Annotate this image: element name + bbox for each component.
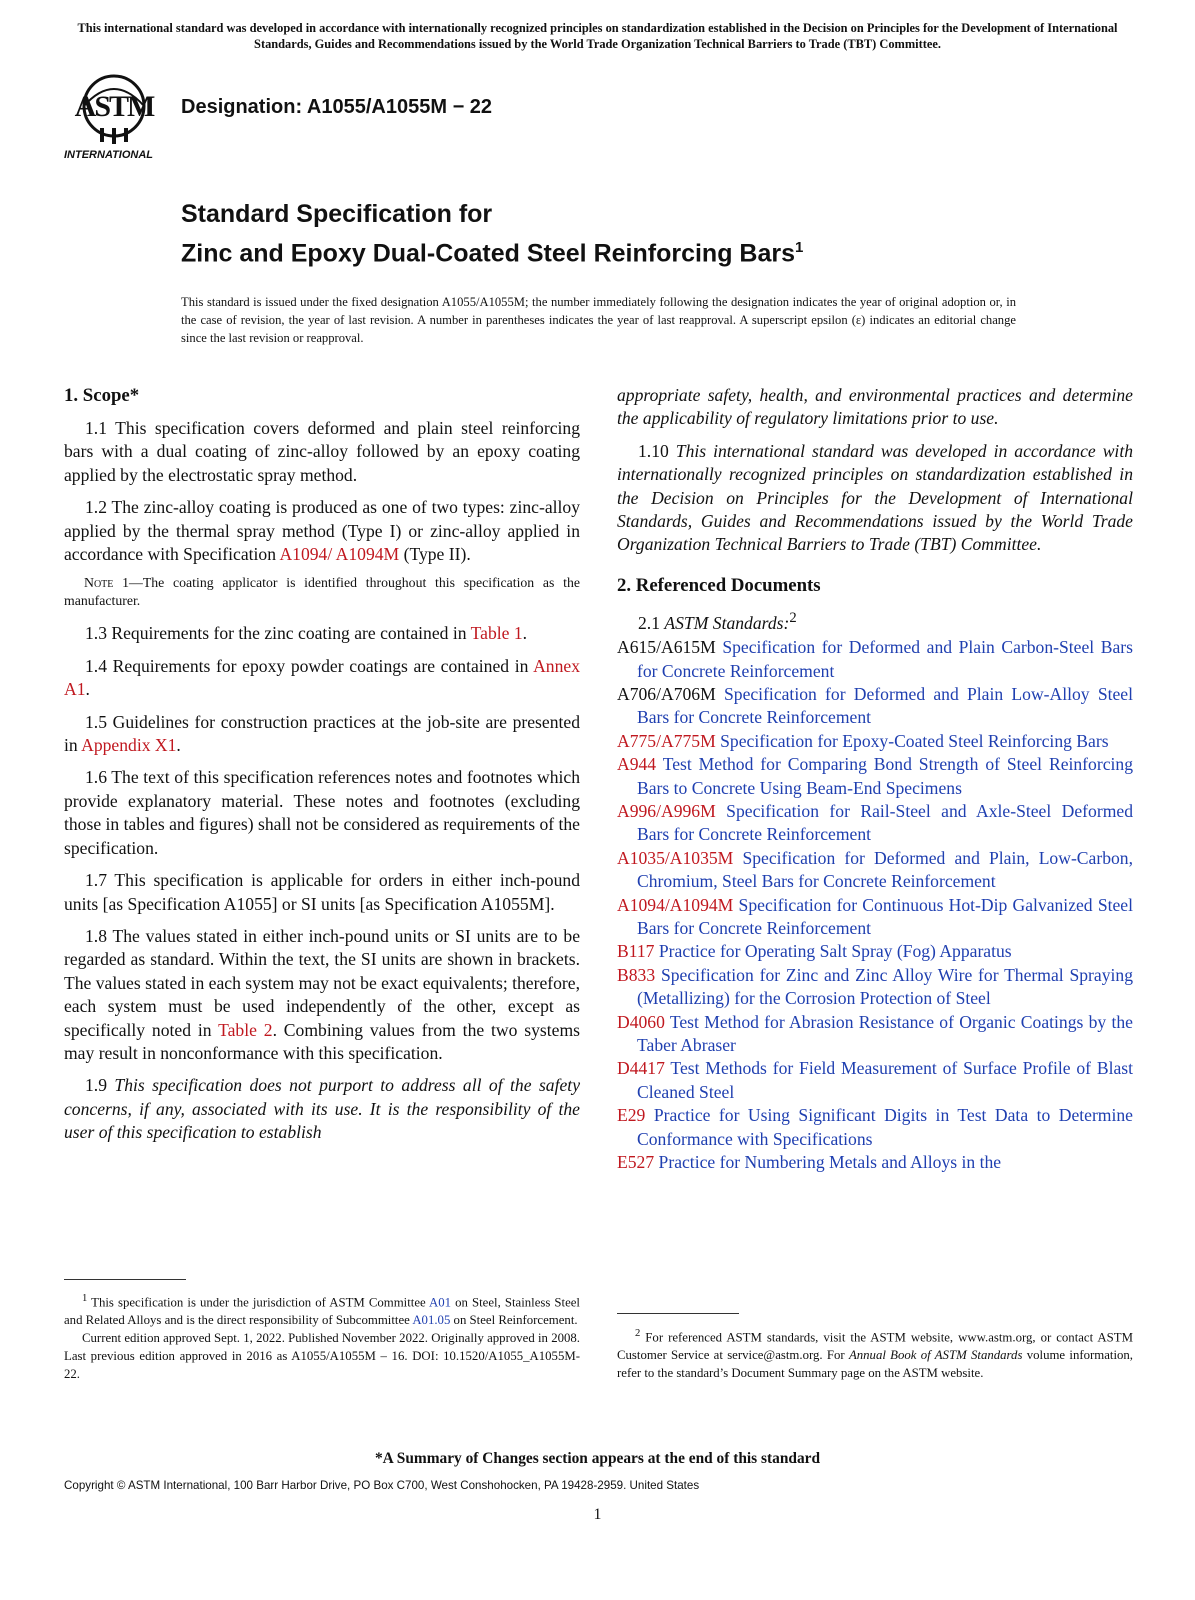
issue-note: This standard is issued under the fixed designation A1055/A1055M; the number immediately following the designation indicates the year of original adoption or, in the case of revision, the year of last revision. A number in parentheses indicates the year of last reapproval. A superscript epsilon (ε) indicates an editorial change since the last revision or reapproval. [181, 295, 1016, 345]
reference-title-link[interactable]: Practice for Numbering Metals and Alloys in the [658, 1152, 1002, 1173]
top-notice: This international standard was developed in accordance with internationally recognized principles on standardization established in the Decision on Principles for the Development of International Standards, Guides and Recommendations issued by the World Trade Organization Technical Barriers to Trade (TBT) Committee. [77, 21, 1118, 51]
reference-item [617, 894, 1133, 941]
section-1-10 [617, 440, 1133, 557]
astm-standards-text: ASTM Standards: [664, 612, 790, 633]
right-column [617, 384, 1133, 1174]
reference-code-link[interactable]: B117 [617, 941, 655, 962]
section-1-5 [64, 711, 580, 758]
left-column [64, 384, 580, 1154]
reference-code-link[interactable]: B833 [617, 964, 656, 985]
reference-title-link[interactable]: Specification for Continuous Hot-Dip Galvanized Steel Bars for Concrete Reinforcement [637, 894, 1133, 938]
footnote-2-book-title: Annual Book of ASTM Standards [848, 1348, 1023, 1363]
designation: Designation: A1055/A1055M − 22 [181, 96, 493, 118]
reference-title-link[interactable]: Test Method for Comparing Bond Strength of Steel Reinforcing Bars to Concrete Using Beam-End Specimens [637, 754, 1133, 798]
footnote-2-marker: 2 [635, 1328, 641, 1339]
reference-code-link[interactable]: D4060 [617, 1011, 665, 1032]
title-line-2-text: Zinc and Epoxy Dual-Coated Steel Reinforcing Bars [181, 239, 796, 268]
reference-title-link[interactable]: Specification for Zinc and Zinc Alloy Wire for Thermal Spraying (Metallizing) for the Corrosion Protection of Steel [637, 964, 1133, 1009]
footnote-1-text-a: This specification is under the jurisdiction of ASTM Committee [87, 1295, 430, 1310]
reference-title-link[interactable]: Practice for Operating Salt Spray (Fog) Apparatus [658, 941, 1012, 962]
referenced-docs-heading: 2. Referenced Documents [617, 574, 821, 596]
section-1-1: 1.1 This specification covers deformed and plain steel reinforcing bars with a dual coating of zinc-alloy followed by an epoxy coating applied by the electrostatic spray method. [64, 418, 580, 485]
copyright: Copyright © ASTM International, 100 Barr Harbor Drive, PO Box C700, West Conshohocken, PA 19428-2959. United States [64, 1479, 700, 1492]
page-number: 1 [593, 1506, 602, 1523]
section-1-5-text: 1.5 Guidelines for construction practices at the job-site are presented in [64, 711, 580, 756]
reference-code-link[interactable]: E29 [617, 1105, 646, 1126]
section-1-5-end: . [176, 735, 181, 756]
section-1-2 [64, 496, 580, 566]
note-1 [64, 574, 580, 610]
reference-item [617, 1011, 1133, 1058]
reference-item [617, 753, 1133, 800]
section-1-10-text: This international standard was developed in accordance with internationally recognized principles on standardization established in the Decision on Principles for the Development of International Standards, Guides and Recommendations issued by the World Trade Organization Technical Barriers to Trade (TBT) Committee. [617, 440, 1134, 555]
section-1-4-end: . [85, 679, 90, 700]
reference-title-link[interactable]: Specification for Rail-Steel and Axle-Steel Deformed Bars for Concrete Reinforcement [637, 800, 1133, 845]
astm-logo [62, 70, 170, 162]
reference-title-link[interactable]: Specification for Deformed and Plain Low-Alloy Steel Bars for Concrete Reinforcement [637, 683, 1134, 728]
reference-code-link[interactable]: A1094/A1094M [617, 894, 734, 915]
reference-title-link[interactable]: Practice for Using Significant Digits in Test Data to Determine Conformance with Specifications [637, 1105, 1133, 1149]
note-1-label: Note 1 [84, 575, 130, 591]
section-1-4-text: 1.4 Requirements for epoxy powder coatings are contained in [85, 655, 534, 676]
reference-code-link[interactable]: A615/A615M [617, 637, 716, 658]
section-1-9 [64, 1074, 580, 1144]
footnote-divider-left [64, 1279, 186, 1280]
section-1-3 [64, 622, 580, 645]
reference-item [617, 683, 1133, 730]
reference-code-link[interactable]: D4417 [617, 1058, 665, 1079]
reference-item [617, 1057, 1133, 1104]
reference-title-link[interactable]: Specification for Epoxy-Coated Steel Reinforcing Bars [720, 730, 1109, 751]
section-1-9-continued: appropriate safety, health, and environmental practices and determine the applicability of regulatory limitations prior to use. [617, 385, 1133, 429]
reference-item [617, 1104, 1133, 1151]
reference-item [617, 940, 1133, 963]
section-1-10-number: 1.10 [638, 440, 676, 461]
section-1-3-text: 1.3 Requirements for the zinc coating are contained in [85, 623, 471, 644]
astm-logo-letters: ASTM [74, 90, 154, 123]
section-1-8-text: 1.8 The values stated in either inch-pound units or SI units are to be regarded as standard. Within the text, the SI units are shown in brackets. The values stated in each system may not be exact equivalents; therefore, each system must be used independently of the other, except as specifically noted in [64, 925, 580, 1040]
reference-item [617, 964, 1133, 1011]
reference-code-link[interactable]: A944 [617, 754, 657, 775]
reference-code-link[interactable]: A775/A775M [617, 730, 716, 751]
spacer [617, 566, 1133, 574]
link-table-1[interactable]: Table 1 [470, 623, 523, 644]
reference-code-link[interactable]: A1035/A1035M [617, 847, 734, 868]
reference-title-link[interactable]: Test Methods for Field Measurement of Surface Profile of Blast Cleaned Steel [637, 1058, 1133, 1102]
footnote-2-text-b: volume information, refer to the standard’s Document Summary page on the ASTM website. [617, 1348, 1134, 1381]
title-line-2 [181, 231, 803, 270]
title-footnote-marker: 1 [795, 239, 804, 256]
referenced-documents-list [617, 636, 1133, 1174]
note-1-text: —The coating applicator is identified throughout this specification as the manufacturer. [64, 575, 580, 609]
link-annex-a1[interactable]: Annex A1 [64, 655, 580, 700]
astm-standards-label [617, 607, 1133, 635]
reference-title-link[interactable]: Test Method for Abrasion Resistance of Organic Coatings by the Taber Abraser [637, 1011, 1133, 1056]
footnote-divider-right [617, 1313, 739, 1314]
reference-item [617, 847, 1133, 894]
reference-item [617, 730, 1133, 753]
summary-of-changes-note: *A Summary of Changes section appears at the end of this standard [374, 1450, 821, 1467]
footnote-1-para-1 [64, 1290, 580, 1329]
section-1-9-text: This specification does not purport to address all of the safety concerns, if any, associated with its use. It is the responsibility of the user of this specification to establish [64, 1075, 580, 1143]
reference-title-link[interactable]: Specification for Deformed and Plain Carbon-Steel Bars for Concrete Reinforcement [637, 637, 1134, 681]
astm-logo-mark [62, 70, 170, 162]
footnote-2 [617, 1325, 1133, 1382]
footnote-1 [64, 1290, 580, 1383]
footnote-1-marker: 1 [82, 1293, 88, 1304]
reference-title-link[interactable]: Specification for Deformed and Plain, Low-Carbon, Chromium, Steel Bars for Concrete Reinforcement [637, 847, 1133, 892]
section-1-3-end: . [522, 623, 528, 644]
link-table-2[interactable]: Table 2 [218, 1019, 273, 1040]
link-a01[interactable]: A01 [429, 1295, 452, 1310]
section-1-2-end: (Type II). [399, 544, 471, 565]
scope-heading: 1. Scope* [64, 385, 140, 406]
page-title [181, 198, 803, 270]
link-appendix-x1[interactable]: Appendix X1 [81, 735, 177, 756]
reference-item [617, 800, 1133, 847]
logo-international-text: INTERNATIONAL [64, 149, 154, 161]
reference-code-link[interactable]: E527 [617, 1152, 655, 1173]
reference-code-link[interactable]: A996/A996M [617, 800, 716, 821]
footnote-1-text-b: on Steel, Stainless Steel and Related Alloys and is the direct responsibility of Subcommittee [64, 1295, 580, 1328]
reference-item [617, 636, 1133, 683]
section-1-7: 1.7 This specification is applicable for orders in either inch-pound units [as Specification A1055] or SI units [as Specification A1055M]. [64, 870, 580, 914]
footnote-1-text-c: on Steel Reinforcement. [450, 1313, 578, 1328]
section-1-2-text: 1.2 The zinc-alloy coating is produced as one of two types: zinc-alloy applied by the thermal spray method (Type I) or zinc-alloy applied in accordance with Specification [64, 497, 580, 565]
section-1-9-number: 1.9 [85, 1075, 115, 1096]
section-1-8-end: . Combining values from the two systems may result in nonconformance with this specification. [64, 1019, 580, 1063]
astm-standards-number: 2.1 [638, 612, 665, 633]
section-1-4 [64, 655, 580, 702]
title-line-1: Standard Specification for [181, 200, 493, 228]
astm-standards-footnote-marker: 2 [789, 609, 797, 626]
footnote-2-text-a: For referenced ASTM standards, visit the ASTM website, www.astm.org, or contact ASTM Customer Service at service@astm.org. For [617, 1330, 1133, 1363]
footnote-1-para-2: Current edition approved Sept. 1, 2022. Published November 2022. Originally approved in 2008. Last previous edition approved in 2016 as A1055/A1055M – 16. DOI: 10.1520/A1055_A1055M-22. [64, 1331, 580, 1382]
link-a01-05[interactable]: A01.05 [412, 1313, 451, 1328]
section-1-6: 1.6 The text of this specification references notes and footnotes which provide explanatory material. These notes and footnotes (excluding those in tables and figures) shall not be considered as requirements of the specification. [64, 767, 580, 858]
reference-item [617, 1151, 1133, 1174]
footnote-2-para [617, 1325, 1133, 1382]
section-1-8 [64, 925, 580, 1065]
link-a1094[interactable]: A1094/ A1094M [279, 544, 400, 565]
reference-code-link[interactable]: A706/A706M [617, 683, 716, 704]
